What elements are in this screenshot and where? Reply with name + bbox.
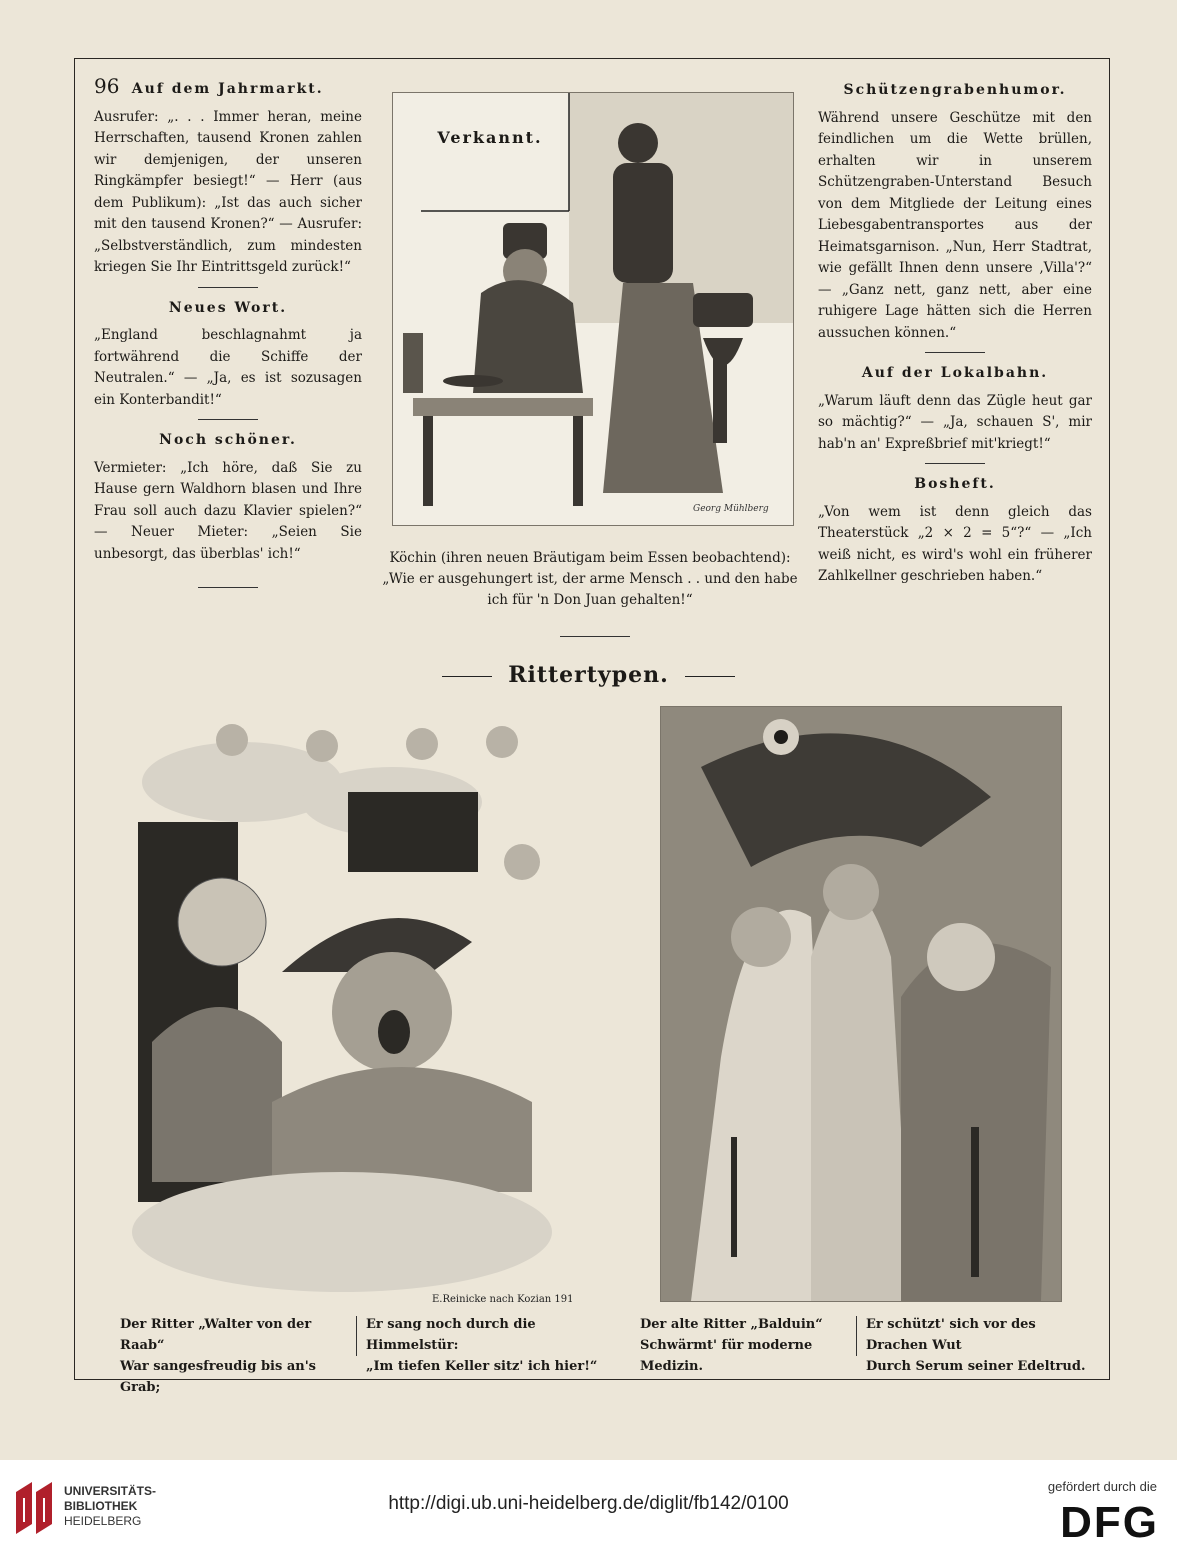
caption-4 bbox=[866, 1314, 1096, 1377]
separator bbox=[198, 287, 258, 288]
caption-3 bbox=[640, 1314, 850, 1377]
illustration-verkannt bbox=[392, 92, 794, 526]
illustration-ritter-walter-drawing bbox=[132, 712, 572, 1312]
caption-2 bbox=[366, 1314, 606, 1377]
artist-signature: Georg Mühlberg bbox=[693, 504, 769, 514]
caption-3-line-1: Der alte Ritter „Balduin“ bbox=[640, 1317, 823, 1332]
ornament-line-right bbox=[685, 676, 735, 677]
column-left bbox=[94, 76, 362, 594]
caption-divider bbox=[356, 1316, 357, 1356]
section-title bbox=[0, 662, 1177, 688]
article-title-bosheft: Bosheft. bbox=[914, 476, 996, 492]
article-text-lokalbahn: „Warum läuft denn das Zügle heut gar so mächtig?“ — „Ja, schauen S', mir hab'n an' Expreßbrief mit'kriegt!“ bbox=[818, 392, 1092, 452]
caption-verkannt: Köchin (ihren neuen Bräutigam beim Essen beobachtend): „Wie er ausgehungert ist, der arme Mensch . . und den habe ich für 'n Don Juan gehalten!“ bbox=[382, 550, 798, 608]
dfg-logo: DFG bbox=[1060, 1498, 1159, 1547]
permalink-url[interactable]: http://digi.ub.uni-heidelberg.de/diglit/fb142/0100 bbox=[388, 1493, 789, 1514]
funder-label: gefördert durch die bbox=[1047, 1479, 1157, 1494]
article-title-lokalbahn: Auf der Lokalbahn. bbox=[861, 365, 1049, 381]
separator bbox=[560, 636, 630, 637]
caption-1-line-2: War sangesfreudig bis an's Grab; bbox=[120, 1359, 316, 1395]
article-text-noch-schoener: Vermieter: „Ich höre, daß Sie zu Hause gern Waldhorn blasen und Ihre Frau soll auch dazu Klavier spielen?“ — Neuer Mieter: „Seien Sie unbesorgt, das überblas' ich!“ bbox=[94, 459, 362, 562]
article-title-neues-wort: Neues Wort. bbox=[168, 299, 288, 316]
article-title-noch-schoener: Noch schöner. bbox=[159, 432, 297, 448]
library-name-line-1: UNIVERSITÄTS- bbox=[64, 1484, 157, 1498]
caption-1 bbox=[120, 1314, 350, 1398]
separator bbox=[925, 352, 985, 353]
illustration-verkannt-drawing bbox=[393, 93, 793, 525]
caption-4-line-1: Er schützt' sich vor des Drachen Wut bbox=[866, 1317, 1036, 1353]
library-name-line-2: BIBLIOTHEK bbox=[64, 1499, 138, 1513]
separator bbox=[925, 463, 985, 464]
page-number: 96 bbox=[94, 74, 120, 98]
ornament-line-left bbox=[442, 676, 492, 677]
caption-3-line-2: Schwärmt' für moderne Medizin. bbox=[640, 1338, 813, 1374]
article-title-verkannt: Verkannt. bbox=[437, 128, 543, 147]
caption-2-line-2: „Im tiefen Keller sitz' ich hier!“ bbox=[366, 1359, 598, 1374]
separator bbox=[198, 419, 258, 420]
separator bbox=[198, 587, 258, 588]
illustration-ritter-balduin-drawing bbox=[661, 707, 1061, 1301]
article-title-jahrmarkt: Auf dem Jahrmarkt. bbox=[131, 81, 324, 97]
caption-divider bbox=[856, 1316, 857, 1356]
illustration-ritter-balduin bbox=[660, 706, 1062, 1302]
column-right bbox=[818, 76, 1092, 588]
rittertypen-title: Rittertypen. bbox=[508, 662, 669, 688]
artist-signature-reinicke: E.Reinicke nach Kozian 1915. bbox=[432, 1294, 572, 1305]
article-text-neues-wort: „England beschlagnahmt ja fortwährend die Schiffe der Neutralen.“ — „Ja, es ist sozusagen ein Konterbandit!“ bbox=[94, 327, 362, 408]
illustration-ritter-walter bbox=[132, 712, 572, 1312]
caption-1-line-1: Der Ritter „Walter von der Raab“ bbox=[120, 1317, 312, 1353]
article-text-schuetzengraben: Während unsere Geschütze mit den feindlichen um die Wette brüllen, erhalten wir in unserem Schützengraben-Unterstand Besuch von dem Mitgliede der Leitung eines Liebesgabentransportes aus der Heimatsgarnison. „Nun, Herr Stadtrat, wie gefällt Ihnen denn unsere ,Villa'?“ — „Ganz nett, ganz nett, aber eine ruhigere Lage hätten sich die Herren aussuchen können.“ bbox=[818, 109, 1092, 341]
caption-2-line-1: Er sang noch durch die Himmelstür: bbox=[366, 1317, 536, 1353]
article-text-jahrmarkt: Ausrufer: „. . . Immer heran, meine Herrschaften, tausend Kronen zahlen wir demjenigen, der unseren Ringkämpfer besiegt!“ — Herr (aus dem Publikum): „Ist das auch sicher mit den tausend Kronen?“ — Ausrufer: „Selbstverständlich, zum mindesten kriegen Sie Ihr Eintrittsgeld zurück!“ bbox=[94, 108, 362, 275]
article-text-bosheft: „Von wem ist denn gleich das Theaterstück „2 × 2 = 5“?“ — „Ich weiß nicht, es wird's wohl ein früherer Zahlkellner geschrieben haben.“ bbox=[818, 503, 1092, 584]
library-name-line-3: HEIDELBERG bbox=[64, 1514, 142, 1528]
caption-4-line-2: Durch Serum seiner Edeltrud. bbox=[866, 1359, 1086, 1374]
article-title-schuetzengraben: Schützengrabenhumor. bbox=[843, 82, 1067, 98]
